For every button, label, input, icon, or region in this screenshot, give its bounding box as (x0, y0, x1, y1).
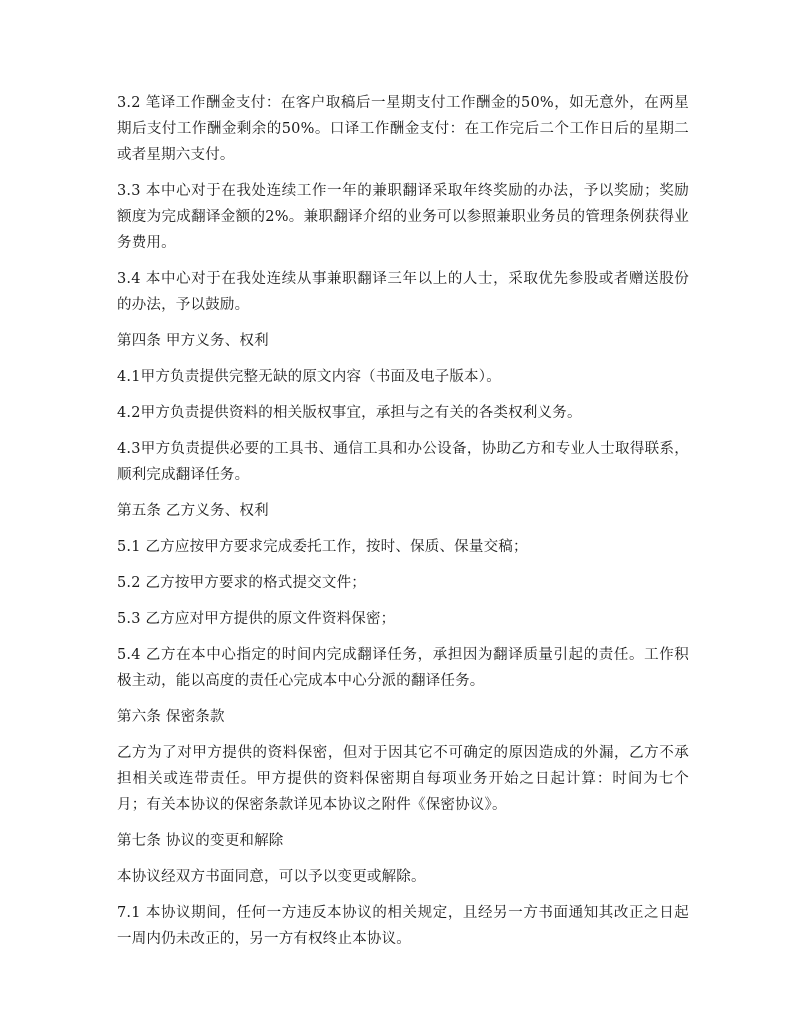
article-4-heading: 第四条 甲方义务、权利 (117, 333, 269, 349)
article-5-heading: 第五条 乙方义务、权利 (117, 503, 269, 519)
clause-3-4: 3.4 本中心对于在我处连续从事兼职翻译三年以上的人士，采取优先参股或者赠送股份的办法，予以鼓励。 (117, 271, 689, 313)
clause-5-2: 5.2 乙方按甲方要求的格式提交文件； (117, 575, 366, 591)
clause-5-1: 5.1 乙方应按甲方要求完成委托工作，按时、保质、保量交稿； (117, 539, 528, 555)
clause-4-3: 4.3甲方负责提供必要的工具书、通信工具和办公设备，协助乙方和专业人士取得联系，顺利完成翻译任务。 (117, 441, 689, 483)
clause-4-1: 4.1甲方负责提供完整无缺的原文内容（书面及电子版本）。 (117, 369, 501, 385)
clause-4-2: 4.2甲方负责提供资料的相关版权事宜，承担与之有关的各类权利义务。 (117, 405, 582, 421)
document-body (117, 90, 689, 962)
article-7-heading: 第七条 协议的变更和解除 (117, 833, 284, 849)
clause-7-1: 7.1 本协议期间，任何一方违反本协议的相关规定，且经另一方书面通知其改正之日起一周内仍未改正的，另一方有权终止本协议。 (117, 905, 689, 947)
confidentiality-paragraph: 乙方为了对甲方提供的资料保密，但对于因其它不可确定的原因造成的外漏，乙方不承担相关或连带责任。甲方提供的资料保密期自每项业务开始之日起计算：时间为七个月；有关本协议的保密条款详见本协议之附件《保密协议》。 (117, 745, 689, 813)
clause-5-3: 5.3 乙方应对甲方提供的原文件资料保密； (117, 611, 396, 627)
clause-5-4: 5.4 乙方在本中心指定的时间内完成翻译任务，承担因为翻译质量引起的责任。工作积极主动，能以高度的责任心完成本中心分派的翻译任务。 (117, 647, 689, 689)
clause-3-2: 3.2 笔译工作酬金支付：在客户取稿后一星期支付工作酬金的50%，如无意外，在两星期后支付工作酬金剩余的50%。口译工作酬金支付：在工作完后二个工作日后的星期二或者星期六支付。 (117, 95, 689, 163)
amendment-paragraph: 本协议经双方书面同意，可以予以变更或解除。 (117, 869, 426, 885)
clause-3-3: 3.3 本中心对于在我处连续工作一年的兼职翻译采取年终奖励的办法，予以奖励；奖励额度为完成翻译金额的2%。兼职翻译介绍的业务可以参照兼职业务员的管理条例获得业务费用。 (117, 183, 689, 251)
article-6-heading: 第六条 保密条款 (117, 709, 225, 725)
